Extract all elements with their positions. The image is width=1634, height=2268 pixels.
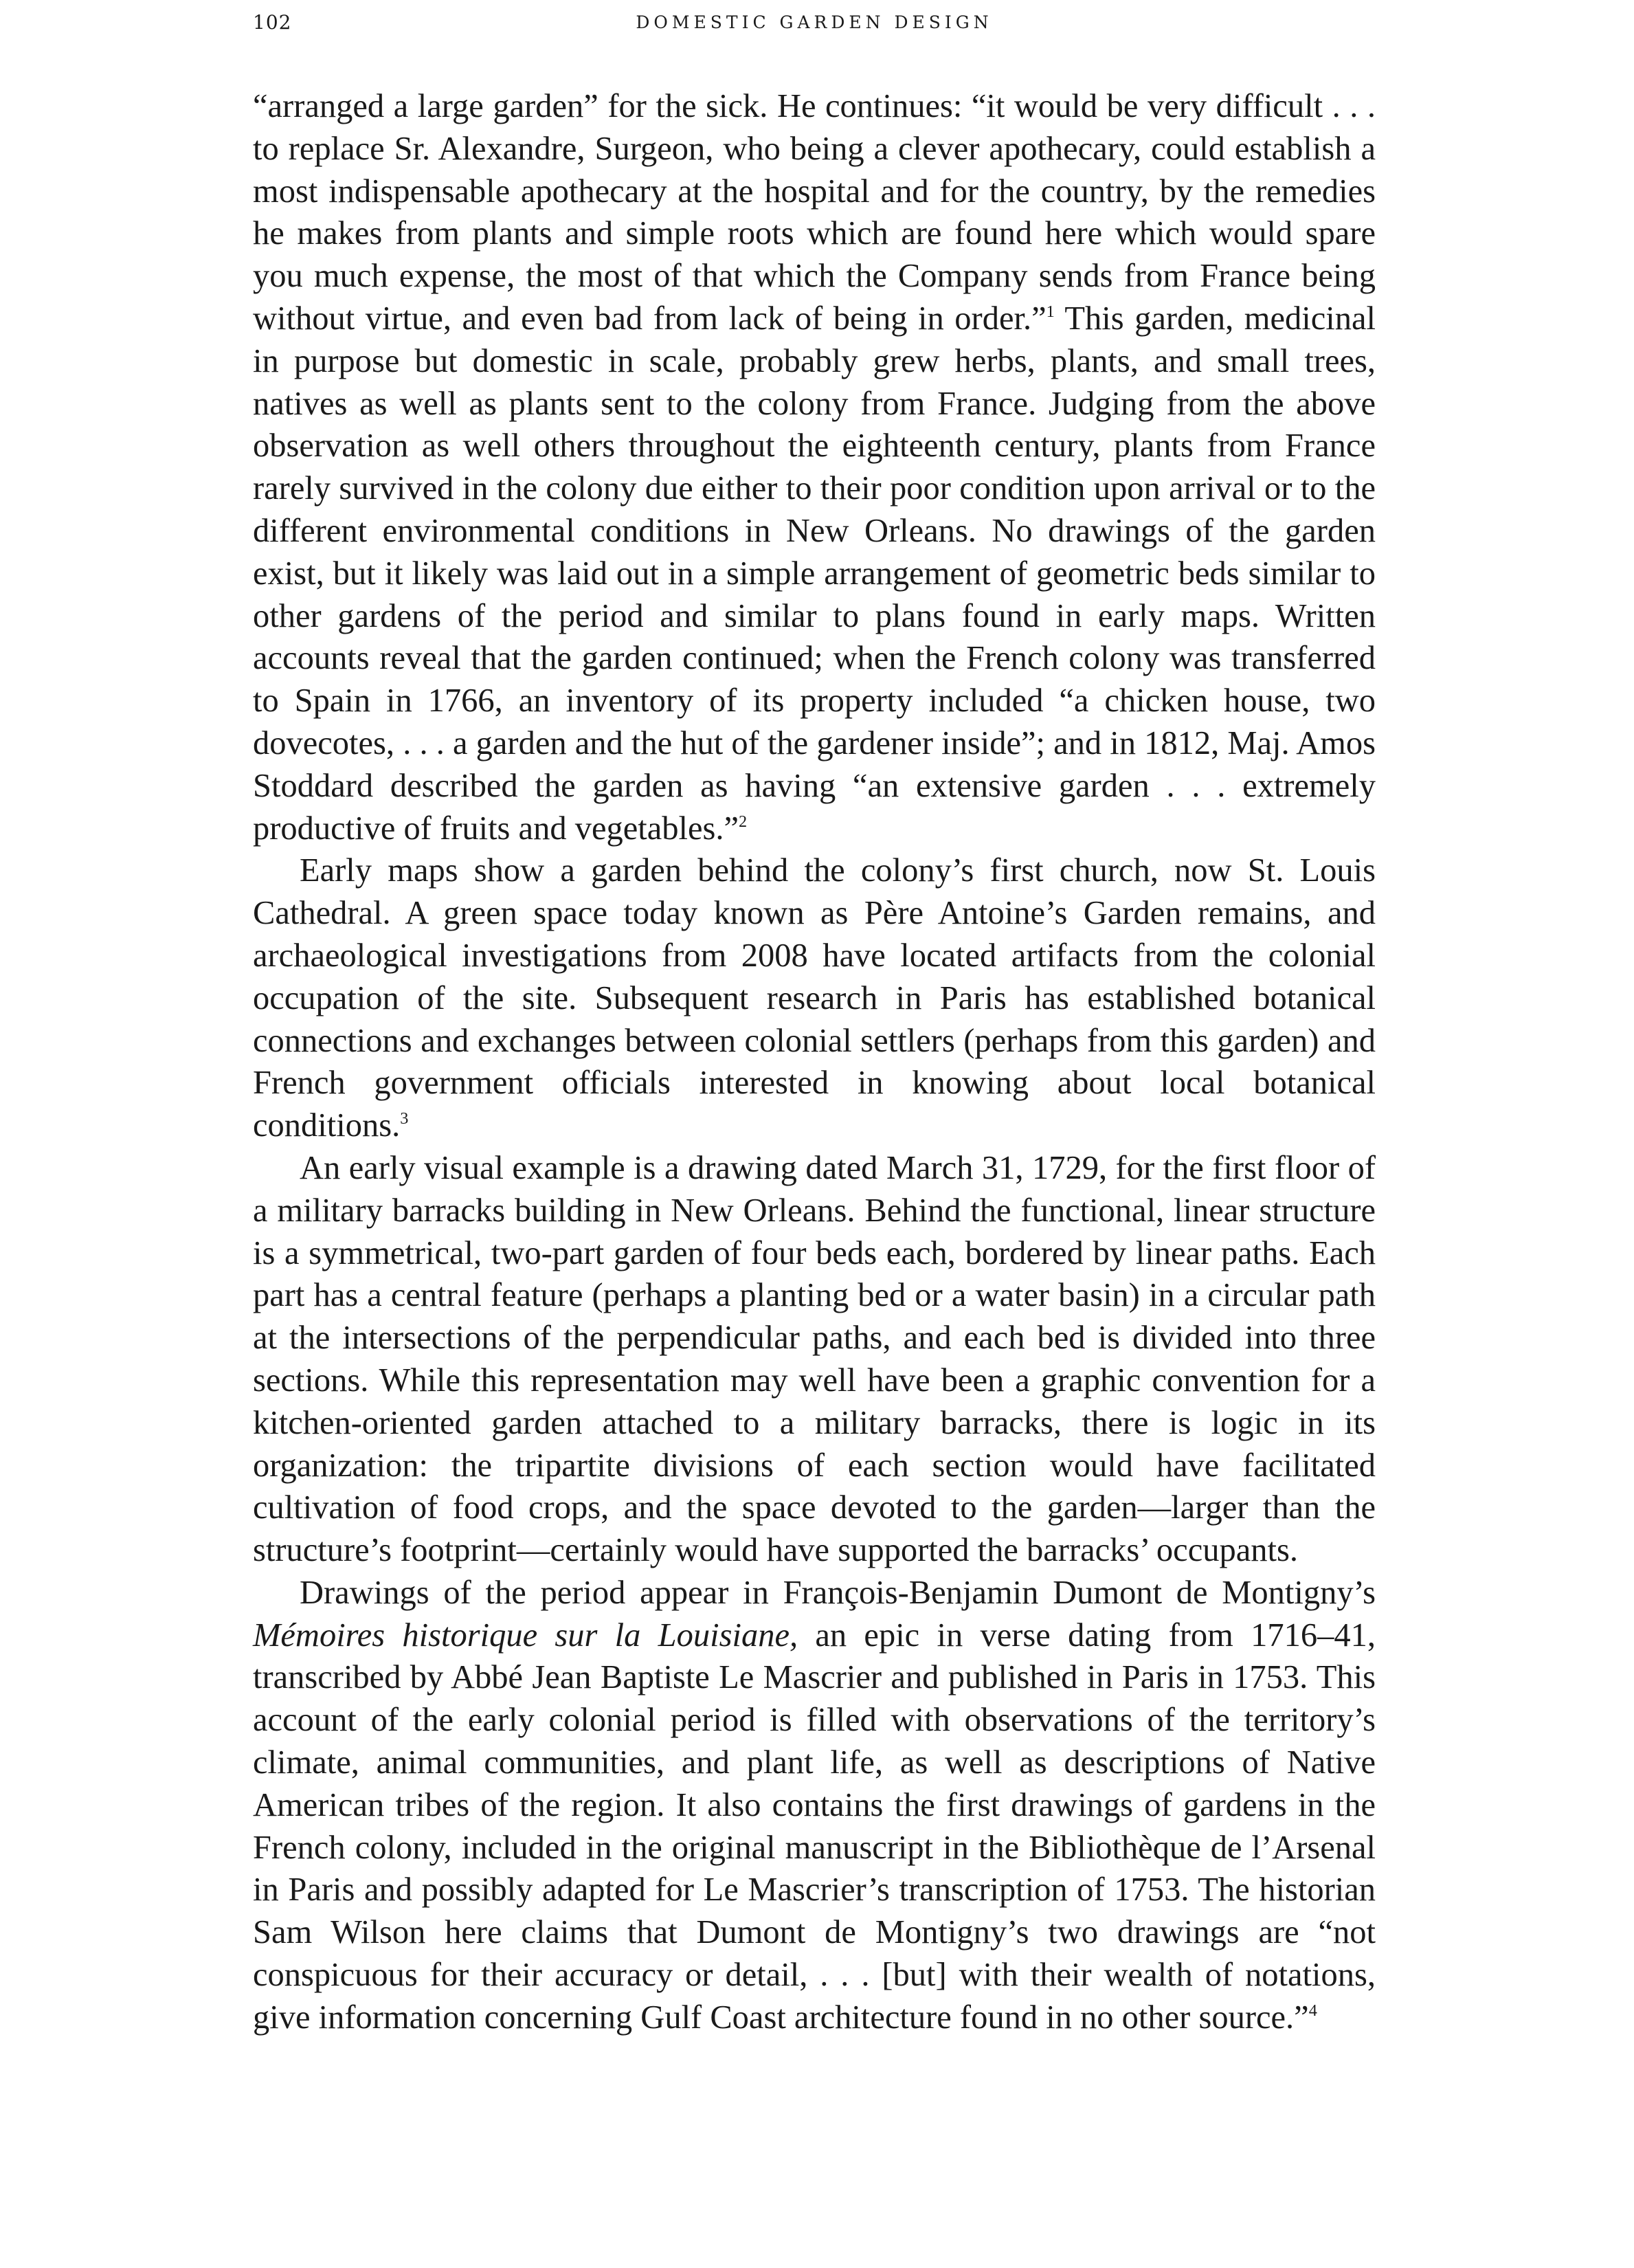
paragraph-4	[253, 1572, 1376, 2039]
paragraph-1-text-a: “arranged a large garden” for the sick. He continues: “it would be very difficult . . . to replace Sr. Alexandre, Surgeon, who being a clever apothecary, could establish a most indispensable apothecary at the hospital and for the country, by the remedies he makes from plants and simple roots which are found here which would spare you much expense, the most of that which the Company sends from France being without virtue, and even bad from lack of being in order.”	[253, 88, 1376, 337]
running-head	[253, 11, 1376, 38]
paragraph-3-text: An early visual example is a drawing dated March 31, 1729, for the first floor of a military barracks building in New Orleans. Behind the functional, linear structure is a symmetrical, two-part garden of four beds each, bordered by linear paths. Each part has a central feature (perhaps a planting bed or a water basin) in a circular path at the intersections of the perpendicular paths, and each bed is divided into three sections. While this representation may well have been a graphic convention for a kitchen-oriented garden attached to a military barracks, there is logic in its organization: the tripartite divisions of each section would have facilitated cultivation of food crops, and the space devoted to the garden—larger than the structure’s footprint—certainly would have supported the barracks’ occupants.	[253, 1149, 1376, 1569]
paragraph-2-text: Early maps show a garden behind the colony’s first church, now St. Louis Cathedral. A green space today known as Père Antoine’s Garden remains, and archaeological investigations from 2008 have located artifacts from the colonial occupation of the site. Subsequent research in Paris has established botanical connections and exchanges between colonial settlers (perhaps from this garden) and French government officials interested in knowing about local botanical conditions.	[253, 852, 1376, 1144]
paragraph-4-text-b: an epic in verse dating from 1716–41, transcribed by Abbé Jean Baptiste Le Mascrier and published in Paris in 1753. This account of the early colonial period is filled with observations of the territory’s climate, animal communities, and plant life, as well as descriptions of Native American tribes of the region. It also contains the first drawings of gardens in the French colony, included in the original manuscript in the Bibliothèque de l’Arsenal in Paris and possibly adapted for Le Mascrier’s transcription of 1753. The historian Sam Wilson here claims that Dumont de Montigny’s two drawings are “not conspicuous for their accuracy or detail, . . . [but] with their wealth of notations, give information concerning Gulf Coast architecture found in no other source.”	[253, 1616, 1376, 2036]
paragraph-4-text-a: Drawings of the period appear in François-Benjamin Dumont de Montigny’s	[300, 1574, 1376, 1611]
footnote-ref-3: 3	[400, 1109, 409, 1128]
paragraph-1	[253, 85, 1376, 849]
book-title: Mémoires historique sur la Louisiane,	[253, 1616, 798, 1654]
footnote-ref-2: 2	[739, 812, 748, 831]
running-title: DOMESTIC GARDEN DESIGN	[636, 12, 993, 32]
paragraph-1-text-b: This garden, medicinal in purpose but domestic in scale, probably grew herbs, plants, and small trees, natives as well as plants sent to the colony from France. Judging from the above observation as well others throughout the eighteenth century, plants from France rarely survived in the colony due either to their poor condition upon arrival or to the different environmental conditions in New Orleans. No drawings of the garden exist, but it likely was laid out in a simple arrangement of geometric beds similar to other gardens of the period and similar to plans found in early maps. Written accounts reveal that the garden continued; when the French colony was transferred to Spain in 1766, an inventory of its property included “a chicken house, two dovecotes, . . . a garden and the hut of the gardener inside”; and in 1812, Maj. Amos Stoddard described the garden as having “an extensive garden . . . extremely productive of fruits and vegetables.”	[253, 300, 1376, 847]
body-text	[253, 85, 1376, 2039]
footnote-ref-4: 4	[1308, 2001, 1317, 2020]
paragraph-2	[253, 849, 1376, 1147]
footnote-ref-1: 1	[1046, 302, 1055, 321]
page-number: 102	[253, 11, 292, 34]
paragraph-3	[253, 1147, 1376, 1572]
